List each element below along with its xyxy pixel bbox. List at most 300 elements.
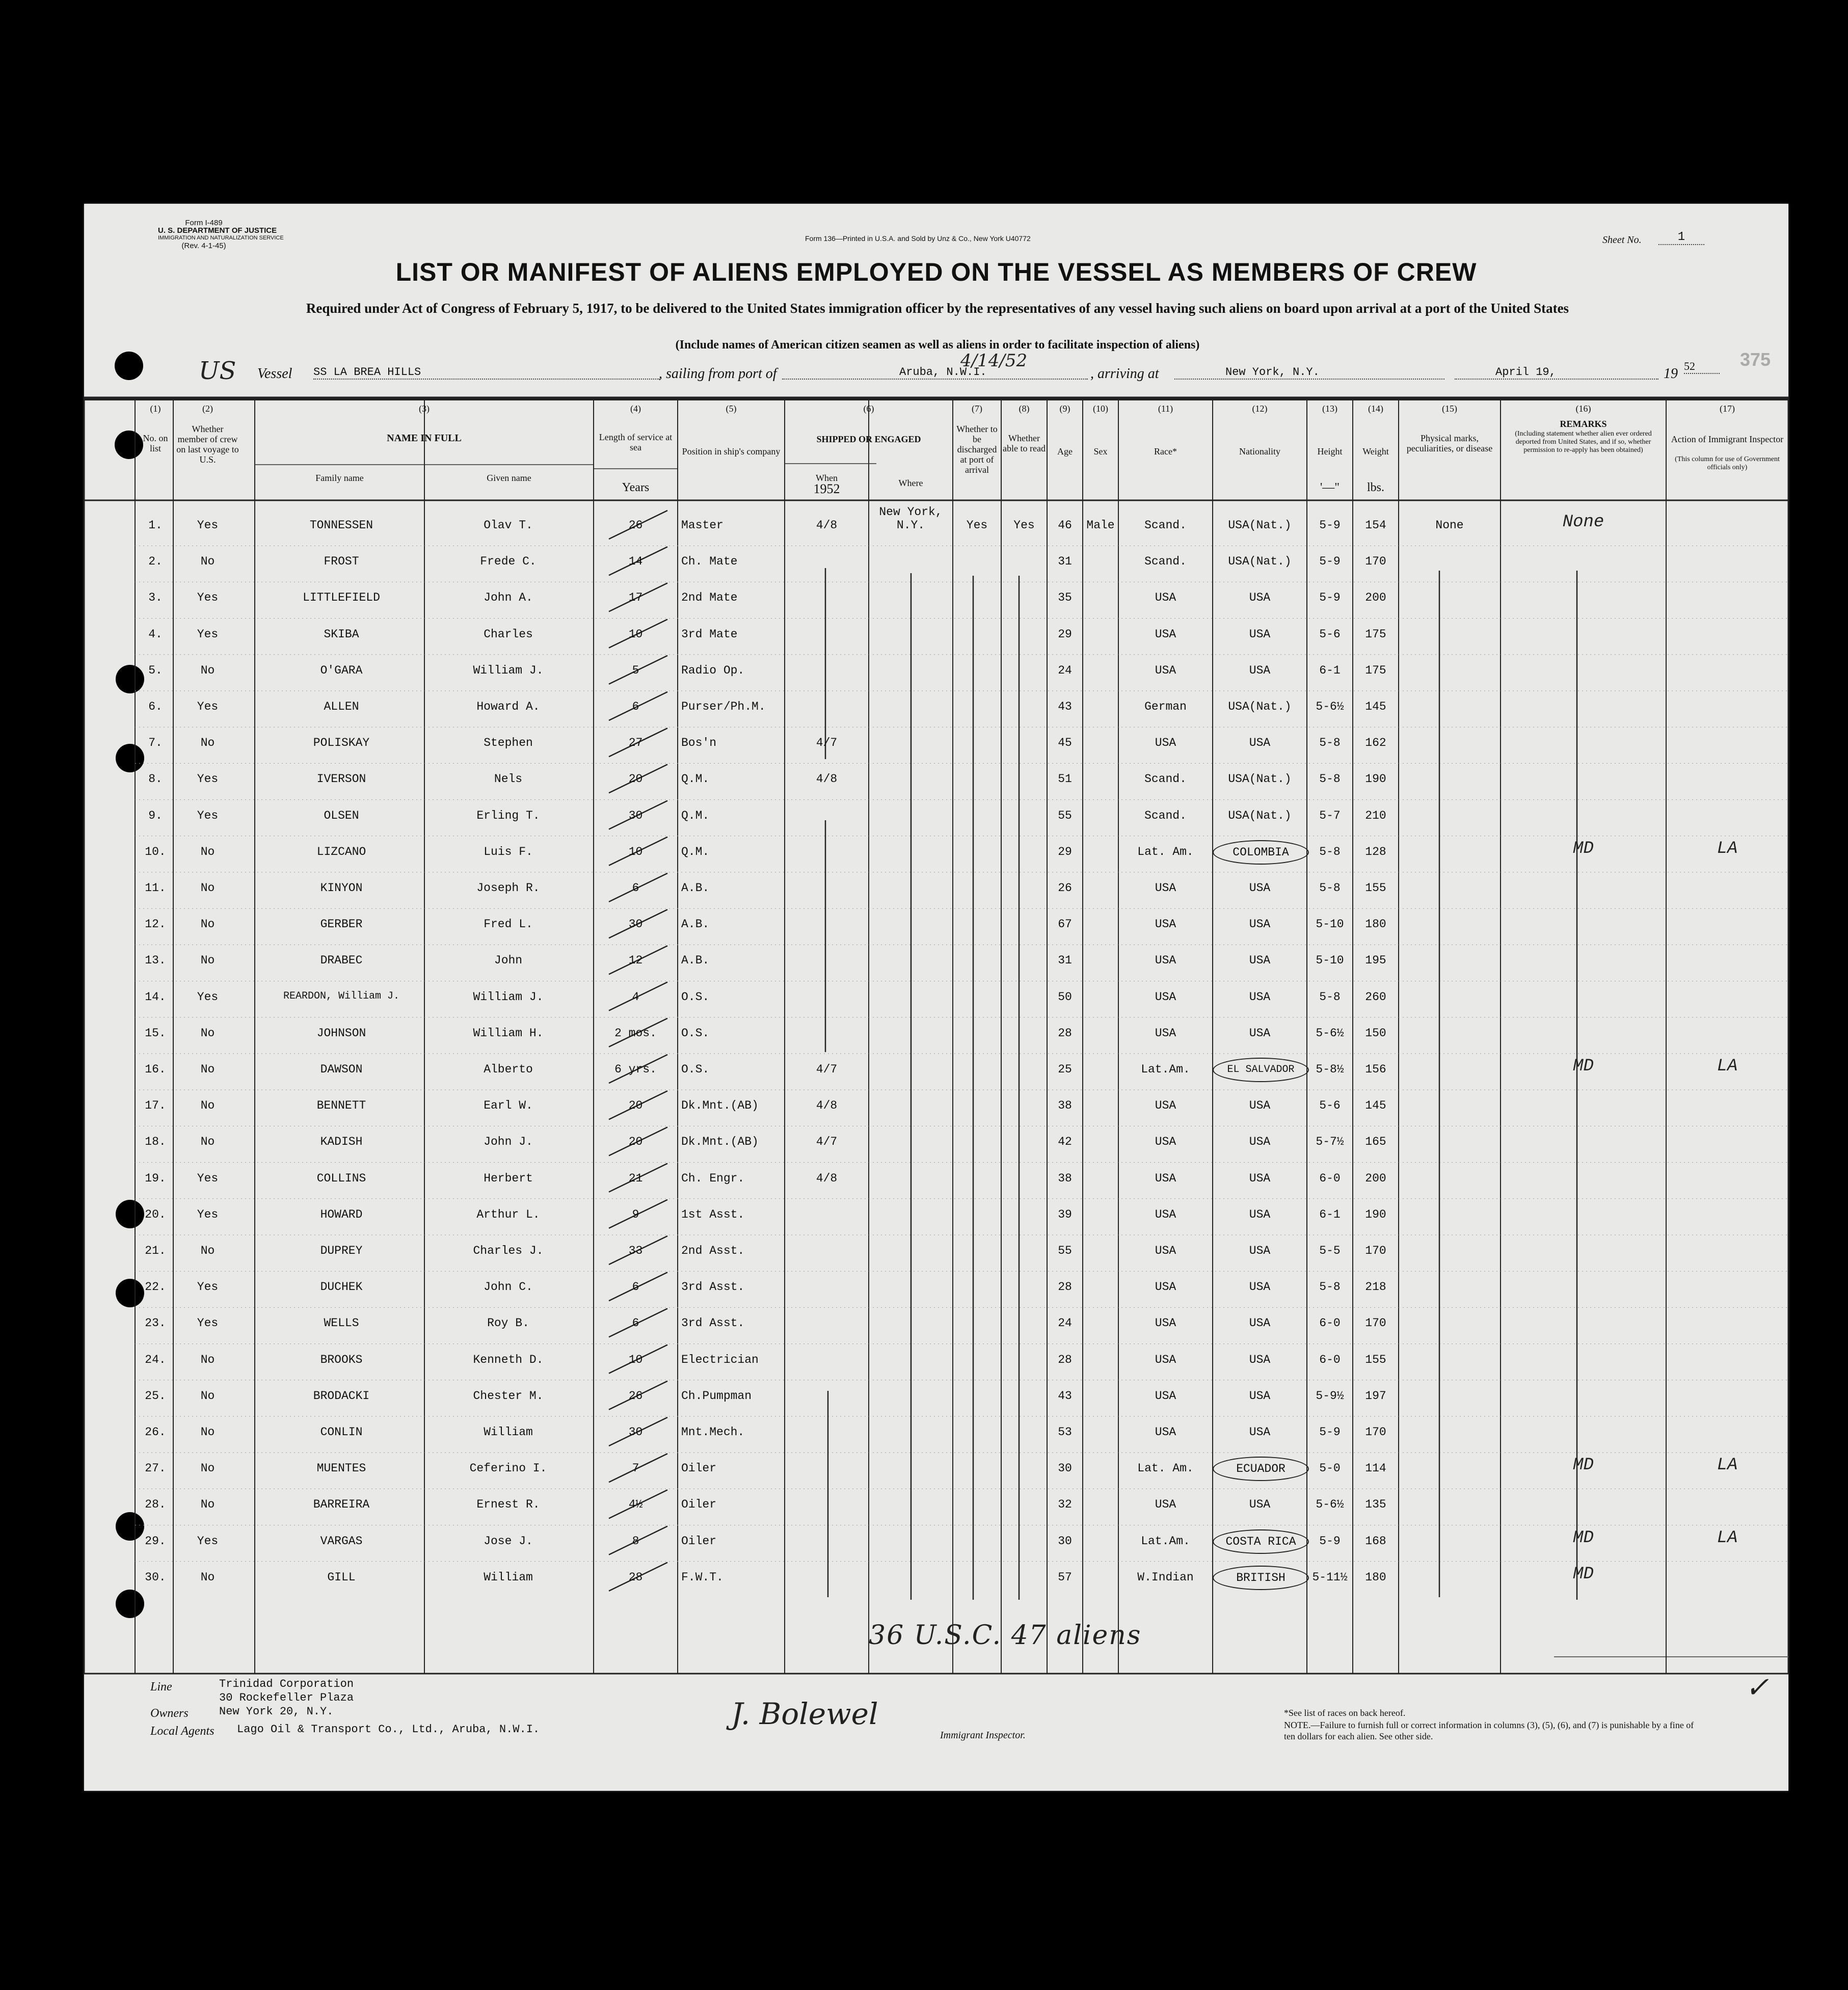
- printer-line: Form 136—Printed in U.S.A. and Sold by Unz & Co., New York U40772: [805, 234, 1031, 243]
- cell-nat: USA: [1249, 1135, 1271, 1149]
- cell-height: 6-0: [1319, 1316, 1341, 1330]
- cell-prev: No: [200, 663, 215, 677]
- cell-position: Dk.Mnt.(AB): [681, 1135, 759, 1149]
- cell-position: Ch.Pumpman: [681, 1389, 752, 1403]
- col-disch-number: (7): [972, 404, 982, 414]
- cell-given: Charles: [484, 627, 533, 641]
- cell-family: HOWARD: [320, 1207, 363, 1221]
- cell-prev: Yes: [197, 1171, 219, 1185]
- col-nat-number: (12): [1252, 404, 1268, 414]
- col-remarks-header: REMARKS: [1560, 419, 1607, 429]
- cell-years: 8: [632, 1534, 639, 1548]
- cell-weight: 170: [1365, 1244, 1386, 1257]
- cell-no: 14.: [145, 990, 166, 1004]
- cell-no: 2.: [148, 555, 163, 569]
- check-mark: ✓: [1745, 1671, 1769, 1704]
- cell-height: 5-8: [1319, 736, 1341, 750]
- cell-nat: USA: [1249, 1426, 1271, 1439]
- col-no-header: No. on list: [143, 433, 168, 453]
- col-shipped-number: (6): [863, 404, 874, 414]
- cell-no: 29.: [145, 1534, 166, 1548]
- cell-age: 57: [1058, 1570, 1072, 1584]
- cell-when: 4/8: [816, 1171, 838, 1185]
- cell-position: O.S.: [681, 1063, 710, 1076]
- cell-given: Olav T.: [484, 519, 533, 532]
- cell-prev: No: [200, 555, 215, 569]
- cell-weight: 114: [1365, 1462, 1386, 1475]
- cell-age: 55: [1058, 1244, 1072, 1257]
- cell-race: USA: [1155, 663, 1176, 677]
- cell-given: Frede C.: [480, 555, 537, 569]
- cell-position: Q.M.: [681, 809, 710, 822]
- cell-position: F.W.T.: [681, 1570, 724, 1584]
- cell-position: 1st Asst.: [681, 1207, 745, 1221]
- cell-given: Herbert: [484, 1171, 533, 1185]
- col-height-unit: '—": [1320, 481, 1340, 494]
- cell-nat: USA: [1249, 1280, 1271, 1294]
- cell-given: Erling T.: [476, 809, 540, 822]
- cell-prev: Yes: [197, 1280, 219, 1294]
- cell-prev: No: [200, 845, 215, 858]
- cell-position: Purser/Ph.M.: [681, 700, 766, 713]
- cell-age: 24: [1058, 1316, 1072, 1330]
- cell-given: Charles J.: [473, 1244, 544, 1257]
- cell-position: A.B.: [681, 918, 710, 931]
- sheet-label: Sheet No.: [1602, 234, 1642, 246]
- cell-position: Oiler: [681, 1462, 717, 1475]
- cell-nat: COLOMBIA: [1213, 840, 1309, 865]
- cell-age: 31: [1058, 954, 1072, 967]
- agents-label: Local Agents: [150, 1725, 215, 1738]
- cell-no: 21.: [145, 1244, 166, 1257]
- form-revision: (Rev. 4-1-45): [181, 241, 226, 250]
- cell-where: New York, N.Y.: [879, 505, 943, 532]
- cell-nat: USA: [1249, 1389, 1271, 1403]
- cell-marks: None: [1435, 519, 1464, 532]
- cell-race: USA: [1155, 1099, 1176, 1113]
- cell-position: Q.M.: [681, 845, 710, 858]
- cell-years: 28: [628, 1570, 643, 1584]
- port-from: Aruba, N.W.I.: [782, 366, 1088, 380]
- cell-height: 5-8: [1319, 990, 1341, 1004]
- col-years-number: (4): [630, 404, 641, 414]
- year-prefix: 19: [1664, 366, 1678, 382]
- cell-position: Q.M.: [681, 772, 710, 786]
- cell-weight: 165: [1365, 1135, 1386, 1149]
- cell-prev: Yes: [197, 1316, 219, 1330]
- cell-race: W.Indian: [1137, 1570, 1194, 1584]
- cell-family: SKIBA: [324, 627, 359, 641]
- cell-family: DUCHEK: [320, 1280, 363, 1294]
- cell-given: William H.: [473, 1026, 544, 1040]
- cell-years: 33: [628, 1244, 643, 1257]
- cell-weight: 168: [1365, 1534, 1386, 1548]
- col-name-header: NAME IN FULL: [387, 433, 462, 444]
- cell-weight: 175: [1365, 627, 1386, 641]
- cell-family: IVERSON: [316, 772, 366, 786]
- cell-weight: 260: [1365, 990, 1386, 1004]
- cell-no: 16.: [145, 1063, 166, 1076]
- cell-age: 38: [1058, 1099, 1072, 1113]
- cell-race: USA: [1155, 1389, 1176, 1403]
- cell-position: O.S.: [681, 1026, 710, 1040]
- cell-family: WELLS: [324, 1316, 359, 1330]
- cell-no: 4.: [148, 627, 163, 641]
- col-years-unit: Years: [622, 481, 650, 494]
- cell-years: 27: [628, 736, 643, 750]
- cell-years: 2 mos.: [614, 1026, 657, 1040]
- cell-years: 20: [628, 1135, 643, 1149]
- cell-age: 50: [1058, 990, 1072, 1004]
- cell-prev: Yes: [197, 990, 219, 1004]
- cell-no: 8.: [148, 772, 163, 786]
- cell-given: Joseph R.: [476, 881, 540, 895]
- col-shipped-header: SHIPPED OR ENGAGED: [816, 434, 921, 444]
- cell-family: O'GARA: [320, 663, 363, 677]
- cell-prev: No: [200, 736, 215, 750]
- page-title: LIST OR MANIFEST OF ALIENS EMPLOYED ON THE VESSEL AS MEMBERS OF CREW: [395, 258, 1477, 286]
- cell-height: 5-6½: [1316, 1498, 1344, 1512]
- cell-weight: 190: [1365, 1207, 1386, 1221]
- cell-family: TONNESSEN: [309, 519, 373, 532]
- cell-nat: EL SALVADOR: [1213, 1058, 1309, 1082]
- cell-nat: USA: [1249, 663, 1271, 677]
- cell-family: COLLINS: [316, 1171, 366, 1185]
- cell-prev: Yes: [197, 627, 219, 641]
- cell-years: 30: [628, 918, 643, 931]
- vessel-label: Vessel: [257, 366, 292, 382]
- fine-note: NOTE.—Failure to furnish full or correct information in columns (3), (5), (6), and (7) is punishable by a fine of ten dollars for each alien. See other side.: [1284, 1720, 1694, 1741]
- col-disch-header: Whether to be discharged at port of arrival: [956, 424, 998, 475]
- col-marks-header: Physical marks, peculiarities, or disease: [1406, 433, 1493, 453]
- cell-race: USA: [1155, 1135, 1176, 1149]
- cell-race: USA: [1155, 1353, 1176, 1366]
- cell-prev: No: [200, 954, 215, 967]
- cell-race: USA: [1155, 1207, 1176, 1221]
- cell-position: Dk.Mnt.(AB): [681, 1099, 759, 1113]
- cell-weight: 145: [1365, 1099, 1386, 1113]
- cell-prev: No: [200, 918, 215, 931]
- cell-family: DRABEC: [320, 954, 363, 967]
- col-nat-header: Nationality: [1239, 446, 1280, 456]
- cell-position: O.S.: [681, 990, 710, 1004]
- cell-nat: COSTA RICA: [1213, 1529, 1309, 1554]
- form-service: IMMIGRATION AND NATURALIZATION SERVICE: [158, 235, 284, 241]
- cell-weight: 155: [1365, 1353, 1386, 1366]
- cell-height: 5-8: [1319, 772, 1341, 786]
- cell-years: 30: [628, 1426, 643, 1439]
- cell-action: LA: [1717, 1528, 1738, 1548]
- cell-family: ALLEN: [324, 700, 359, 713]
- cell-given: Ceferino I.: [469, 1462, 547, 1475]
- cell-no: 28.: [145, 1498, 166, 1512]
- cell-no: 17.: [145, 1099, 166, 1113]
- cell-years: 6: [632, 700, 639, 713]
- cell-prev: Yes: [197, 1207, 219, 1221]
- cell-no: 9.: [148, 809, 163, 822]
- cell-age: 67: [1058, 918, 1072, 931]
- cell-age: 38: [1058, 1171, 1072, 1185]
- cell-when: 4/8: [816, 519, 838, 532]
- cell-family: LITTLEFIELD: [303, 591, 380, 605]
- cell-race: USA: [1155, 954, 1176, 967]
- cell-age: 26: [1058, 881, 1072, 895]
- cell-given: Jose J.: [484, 1534, 533, 1548]
- cell-race: Lat.Am.: [1141, 1534, 1190, 1548]
- cell-age: 30: [1058, 1534, 1072, 1548]
- cell-no: 24.: [145, 1353, 166, 1366]
- col-read-number: (8): [1019, 404, 1030, 414]
- cell-height: 5-7½: [1316, 1135, 1344, 1149]
- cell-remarks: MD: [1573, 1564, 1594, 1584]
- cell-no: 18.: [145, 1135, 166, 1149]
- cell-nat: USA: [1249, 1353, 1271, 1366]
- cell-nat: USA: [1249, 1026, 1271, 1040]
- cell-given: Luis F.: [484, 845, 533, 858]
- cell-weight: 170: [1365, 1316, 1386, 1330]
- cell-no: 7.: [148, 736, 163, 750]
- cell-remarks: MD: [1573, 1456, 1594, 1475]
- col-action-header: Action of Immigrant Inspector: [1671, 434, 1784, 444]
- cell-given: John C.: [484, 1280, 533, 1294]
- cell-years: 26: [628, 519, 643, 532]
- cell-age: 24: [1058, 663, 1072, 677]
- cell-weight: 150: [1365, 1026, 1386, 1040]
- col-no-number: (1): [150, 404, 161, 414]
- cell-age: 29: [1058, 627, 1072, 641]
- cell-years: 17: [628, 591, 643, 605]
- col-weight-unit: lbs.: [1367, 481, 1384, 494]
- col-race-header: Race*: [1154, 446, 1177, 456]
- cell-prev: Yes: [197, 519, 219, 532]
- cell-years: 9: [632, 1207, 639, 1221]
- col-read-header: Whether able to read: [1003, 433, 1046, 453]
- cell-weight: 135: [1365, 1498, 1386, 1512]
- cell-race: USA: [1155, 627, 1176, 641]
- col-where-header: Where: [898, 478, 923, 488]
- cell-years: 7: [632, 1462, 639, 1475]
- cell-height: 5-9: [1319, 519, 1341, 532]
- cell-remarks: None: [1562, 513, 1604, 532]
- cell-age: 25: [1058, 1063, 1072, 1076]
- cell-given: William: [484, 1426, 533, 1439]
- cell-nat: USA: [1249, 1316, 1271, 1330]
- cell-no: 27.: [145, 1462, 166, 1475]
- cell-prev: Yes: [197, 591, 219, 605]
- cell-weight: 145: [1365, 700, 1386, 713]
- cell-race: USA: [1155, 1026, 1176, 1040]
- cell-prev: No: [200, 1426, 215, 1439]
- col-action-number: (17): [1720, 404, 1735, 414]
- cell-family: KADISH: [320, 1135, 363, 1149]
- col-weight-number: (14): [1368, 404, 1383, 414]
- cell-years: 20: [628, 772, 643, 786]
- cell-sex: Male: [1086, 519, 1115, 532]
- cell-given: William: [484, 1570, 533, 1584]
- cell-prev: No: [200, 881, 215, 895]
- cell-given: Roy B.: [487, 1316, 529, 1330]
- cell-weight: 210: [1365, 809, 1386, 822]
- cell-nat: USA: [1249, 881, 1271, 895]
- cell-prev: No: [200, 1244, 215, 1257]
- cell-position: 2nd Mate: [681, 591, 738, 605]
- cell-race: USA: [1155, 881, 1176, 895]
- inspector-signature: J. Bolewel: [731, 1697, 878, 1731]
- cell-nat: USA: [1249, 1171, 1271, 1185]
- cell-race: Scand.: [1144, 809, 1187, 822]
- cell-position: 3rd Asst.: [681, 1280, 745, 1294]
- cell-height: 5-0: [1319, 1462, 1341, 1475]
- cell-prev: No: [200, 1353, 215, 1366]
- cell-race: USA: [1155, 591, 1176, 605]
- cell-height: 5-8: [1319, 881, 1341, 895]
- cell-given: Kenneth D.: [473, 1353, 544, 1366]
- cell-height: 5-9: [1319, 1534, 1341, 1548]
- form-number: Form I-489: [185, 219, 223, 227]
- cell-race: Lat. Am.: [1137, 1462, 1194, 1475]
- cell-position: Master: [681, 519, 724, 532]
- cell-height: 5-6: [1319, 627, 1341, 641]
- line-label: Line: [150, 1680, 172, 1693]
- cell-nat: USA: [1249, 1207, 1271, 1221]
- page-subtitle-note: (Include names of American citizen seamen as well as aliens in order to facilitate inspection of aliens): [675, 338, 1200, 352]
- cell-race: USA: [1155, 990, 1176, 1004]
- cell-given: Alberto: [484, 1063, 533, 1076]
- cell-years: 12: [628, 954, 643, 967]
- cell-nat: USA: [1249, 627, 1271, 641]
- cell-years: 4: [632, 990, 639, 1004]
- cell-family: DUPREY: [320, 1244, 363, 1257]
- col-given-header: Given name: [487, 473, 531, 483]
- cell-age: 29: [1058, 845, 1072, 858]
- cell-position: A.B.: [681, 881, 710, 895]
- cell-position: Ch. Engr.: [681, 1171, 745, 1185]
- cell-no: 5.: [148, 663, 163, 677]
- col-remarks-subheader: (Including statement whether alien ever ordered deported from United States, and if so, whether permission to re-apply has been obtained): [1515, 430, 1652, 454]
- cell-height: 5-9: [1319, 1426, 1341, 1439]
- cell-remarks: MD: [1573, 1057, 1594, 1076]
- cell-nat: USA(Nat.): [1228, 700, 1292, 713]
- cell-given: Earl W.: [484, 1099, 533, 1113]
- col-age-header: Age: [1057, 446, 1073, 456]
- cell-height: 5-10: [1316, 918, 1344, 931]
- cell-age: 30: [1058, 1462, 1072, 1475]
- cell-race: German: [1144, 700, 1187, 713]
- owners-label: Owners: [150, 1707, 189, 1720]
- cell-nat: USA(Nat.): [1228, 809, 1292, 822]
- cell-age: 42: [1058, 1135, 1072, 1149]
- cell-height: 5-9: [1319, 591, 1341, 605]
- cell-weight: 180: [1365, 918, 1386, 931]
- cell-race: USA: [1155, 918, 1176, 931]
- page-stamp: 375: [1740, 349, 1771, 370]
- cell-race: USA: [1155, 1426, 1176, 1439]
- cell-nat: USA: [1249, 1099, 1271, 1113]
- cell-no: 30.: [145, 1570, 166, 1584]
- cell-no: 12.: [145, 918, 166, 931]
- col-family-header: Family name: [315, 473, 364, 483]
- cell-no: 1.: [148, 519, 163, 532]
- cell-action: LA: [1717, 839, 1738, 858]
- inspector-label: Immigrant Inspector.: [940, 1730, 1026, 1741]
- cell-height: 5-8: [1319, 845, 1341, 858]
- cell-given: John J.: [484, 1135, 533, 1149]
- cell-position: Oiler: [681, 1498, 717, 1512]
- cell-position: Bos'n: [681, 736, 717, 750]
- cell-remarks: MD: [1573, 1528, 1594, 1548]
- cell-height: 5-7: [1319, 809, 1341, 822]
- cell-family: VARGAS: [320, 1534, 363, 1548]
- cell-years: 6: [632, 1280, 639, 1294]
- cell-family: LIZCANO: [316, 845, 366, 858]
- cell-no: 19.: [145, 1171, 166, 1185]
- cell-age: 28: [1058, 1026, 1072, 1040]
- line-value: Trinidad Corporation: [219, 1678, 354, 1690]
- sailing-label: , sailing from port of: [659, 366, 777, 382]
- cell-no: 26.: [145, 1426, 166, 1439]
- cell-family: REARDON, William J.: [283, 990, 400, 1002]
- col-sex-number: (10): [1093, 404, 1108, 414]
- cell-action: LA: [1717, 1057, 1738, 1076]
- cell-height: 5-6½: [1316, 700, 1344, 713]
- cell-no: 11.: [145, 881, 166, 895]
- cell-no: 23.: [145, 1316, 166, 1330]
- col-when-header: When: [816, 473, 838, 483]
- cell-years: 30: [628, 809, 643, 822]
- col-height-header: Height: [1317, 446, 1343, 456]
- agents-value: Lago Oil & Transport Co., Ltd., Aruba, N.W.I.: [237, 1723, 540, 1736]
- cell-family: KINYON: [320, 881, 363, 895]
- cell-race: USA: [1155, 1316, 1176, 1330]
- cell-race: USA: [1155, 1498, 1176, 1512]
- cell-race: Lat.Am.: [1141, 1063, 1190, 1076]
- cell-prev: No: [200, 1389, 215, 1403]
- cell-nat: USA(Nat.): [1228, 772, 1292, 786]
- cell-height: 5-10: [1316, 954, 1344, 967]
- col-sex-header: Sex: [1093, 446, 1108, 456]
- cell-age: 28: [1058, 1280, 1072, 1294]
- cell-family: BRODACKI: [313, 1389, 370, 1403]
- cell-age: 53: [1058, 1426, 1072, 1439]
- cell-family: CONLIN: [320, 1426, 363, 1439]
- cell-no: 20.: [145, 1207, 166, 1221]
- cell-given: Ernest R.: [476, 1498, 540, 1512]
- cell-position: Electrician: [681, 1353, 759, 1366]
- cell-no: 22.: [145, 1280, 166, 1294]
- owners-line-1: 30 Rockefeller Plaza: [219, 1691, 354, 1704]
- cell-position: 3rd Mate: [681, 627, 738, 641]
- cell-given: Fred L.: [484, 918, 533, 931]
- cell-age: 46: [1058, 519, 1072, 532]
- cell-family: OLSEN: [324, 809, 359, 822]
- handwritten-tally: 36 U.S.C. 47 aliens: [869, 1620, 1142, 1651]
- cell-age: 39: [1058, 1207, 1072, 1221]
- cell-weight: 180: [1365, 1570, 1386, 1584]
- cell-weight: 128: [1365, 845, 1386, 858]
- cell-race: Scand.: [1144, 555, 1187, 569]
- cell-nat: USA: [1249, 1244, 1271, 1257]
- cell-given: Howard A.: [476, 700, 540, 713]
- cell-years: 6 yrs.: [614, 1063, 657, 1076]
- cell-race: Lat. Am.: [1137, 845, 1194, 858]
- cell-no: 13.: [145, 954, 166, 967]
- cell-prev: No: [200, 1135, 215, 1149]
- cell-nat: USA: [1249, 954, 1271, 967]
- cell-weight: 218: [1365, 1280, 1386, 1294]
- cell-family: MUENTES: [316, 1462, 366, 1475]
- cell-given: John A.: [484, 591, 533, 605]
- cell-given: John: [494, 954, 523, 967]
